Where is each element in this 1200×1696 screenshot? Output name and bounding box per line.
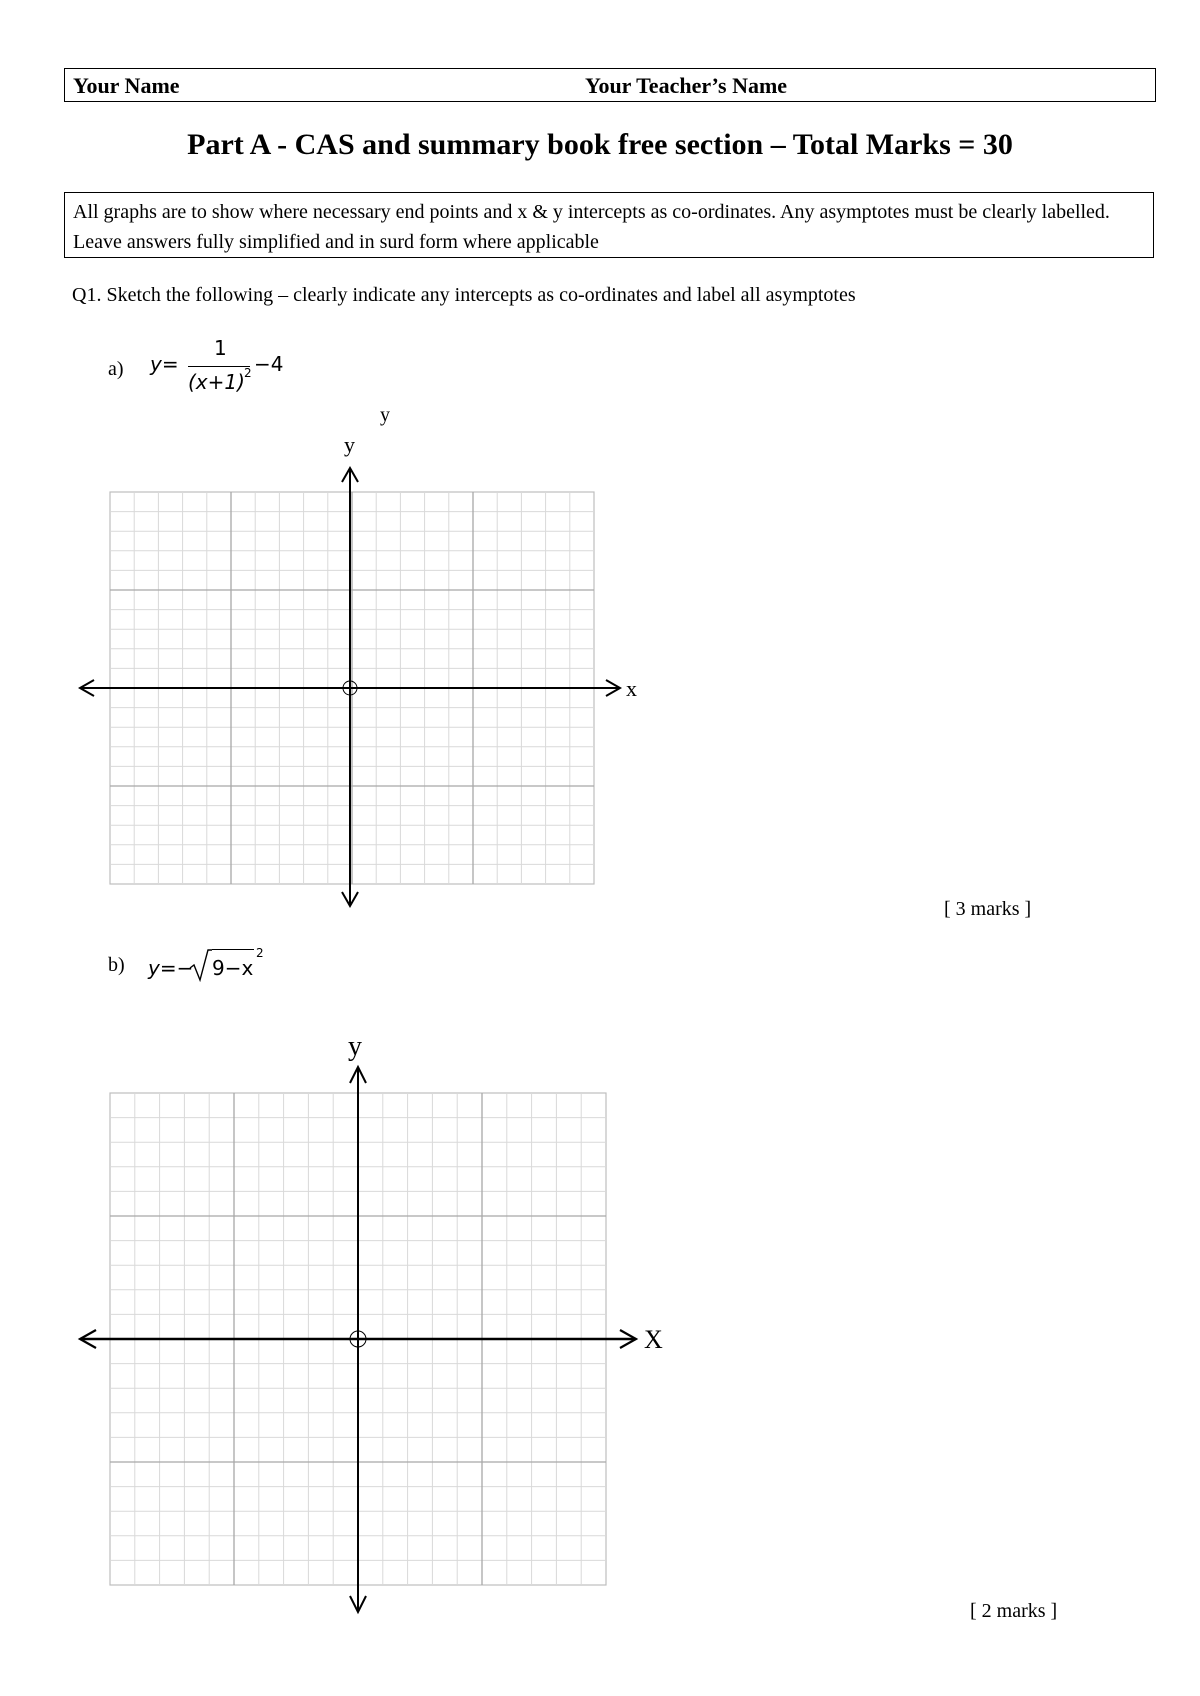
name-header-box xyxy=(64,68,1156,102)
page-title: Part A - CAS and summary book free section – Total Marks = 30 xyxy=(187,128,1013,161)
graph-b-y-label: y xyxy=(348,1031,362,1062)
graph-b-x-label: X xyxy=(644,1325,663,1354)
fraction-bar xyxy=(188,366,250,367)
part-b-equation xyxy=(146,944,286,984)
part-a-equation xyxy=(150,336,310,406)
part-a-exponent: 2 xyxy=(244,366,252,380)
part-b-marks: [ 2 marks ] xyxy=(970,1600,1058,1622)
teacher-name-label: Your Teacher’s Name xyxy=(585,73,788,98)
part-b-lhs: y=− xyxy=(148,956,194,980)
part-a-denominator: (x+1) xyxy=(188,370,245,394)
sqrt-vinculum xyxy=(212,949,254,950)
graph-a-y-label: y xyxy=(344,432,355,457)
instructions-box: All graphs are to show where necessary end points and x & y intercepts as co-ordinates. Any asymptotes must be clearly labelled. Leave answers fully simplified and in surd form where applicable xyxy=(64,192,1154,258)
part-b-radicand: 9−x xyxy=(212,956,254,980)
part-a-marks: [ 3 marks ] xyxy=(944,898,1032,920)
graph-a xyxy=(70,430,660,920)
your-name-label: Your Name xyxy=(73,73,180,98)
graph-b xyxy=(70,1015,670,1615)
part-a-numerator: 1 xyxy=(214,336,227,360)
question-1-prompt: Q1. Sketch the following – clearly indicate any intercepts as co-ordinates and label all asymptotes xyxy=(72,284,856,306)
stray-y-label: y xyxy=(380,404,390,426)
part-a-label: a) xyxy=(108,358,124,380)
sqrt-symbol xyxy=(188,948,212,982)
part-b-exponent: 2 xyxy=(256,946,264,960)
part-a-tail: −4 xyxy=(254,352,284,376)
part-b-label: b) xyxy=(108,954,125,976)
part-a-lhs: y= xyxy=(150,352,179,376)
graph-a-x-label: x xyxy=(626,676,637,701)
